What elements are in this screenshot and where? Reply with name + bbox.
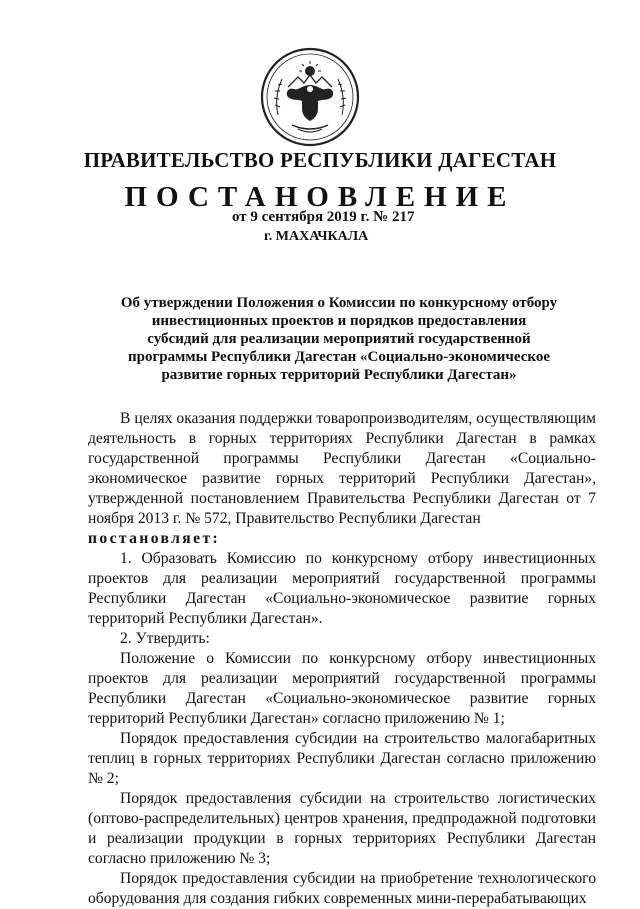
government-title: ПРАВИТЕЛЬСТВО РЕСПУБЛИКИ ДАГЕСТАН xyxy=(83,148,557,172)
resolves-word: постановляет: xyxy=(88,530,221,547)
document-subject: Об утверждении Положения о Комиссии по конкурсному отбору инвестиционных проектов и порядков предоставления субсидий для реализации мероприятий государственной программы Республики Дагестан «Социально-экономическое развитие горных территорий Республики Дагестан» xyxy=(120,295,558,383)
item-2d-paragraph: Порядок предоставления субсидии на приобретение технологического оборудования для создания гибких современных мини-перерабатывающих xyxy=(88,870,596,907)
preamble-paragraph: В целях оказания поддержки товаропроизводителям, осуществляющим деятельность в горных территориях Республики Дагестан в рамках государственной программы Республики Дагестан «Социально-экономическое развитие горных территорий Республики Дагестан», утвержденной постановлением Правительства Республики Дагестан от 7 ноября 2013 г. № 572, Правительство Республики Дагестан xyxy=(88,410,596,527)
document-body xyxy=(88,409,596,909)
document-date-number: от 9 сентября 2019 г. № 217 xyxy=(232,209,415,225)
document-city: г. МАХАЧКАЛА xyxy=(264,229,369,244)
item-2b-paragraph: Порядок предоставления субсидии на строительство малогабаритных теплиц в горных территориях Республики Дагестан согласно приложению № 2; xyxy=(88,730,596,787)
item-1-paragraph: 1. Образовать Комиссию по конкурсному отбору инвестиционных проектов для реализации мероприятий государственной программы Республики Дагестан «Социально-экономическое развитие горных территорий Республики Дагестан». xyxy=(88,550,596,627)
item-2-heading: 2. Утвердить: xyxy=(120,630,210,647)
coat-of-arms-emblem xyxy=(258,45,362,149)
item-2a-paragraph: Положение о Комиссии по конкурсному отбору инвестиционных проектов для реализации мероприятий государственной программы Республики Дагестан «Социально-экономическое развитие горных территорий Республики Дагестан» согласно приложению № 1; xyxy=(88,650,596,727)
item-2c-paragraph: Порядок предоставления субсидии на строительство логистических (оптово-распределительных) центров хранения, предпродажной подготовки и реализации продукции в горных территориях Республики Дагестан согласно приложению № 3; xyxy=(88,790,596,867)
document-type: ПОСТАНОВЛЕНИЕ xyxy=(124,181,516,213)
